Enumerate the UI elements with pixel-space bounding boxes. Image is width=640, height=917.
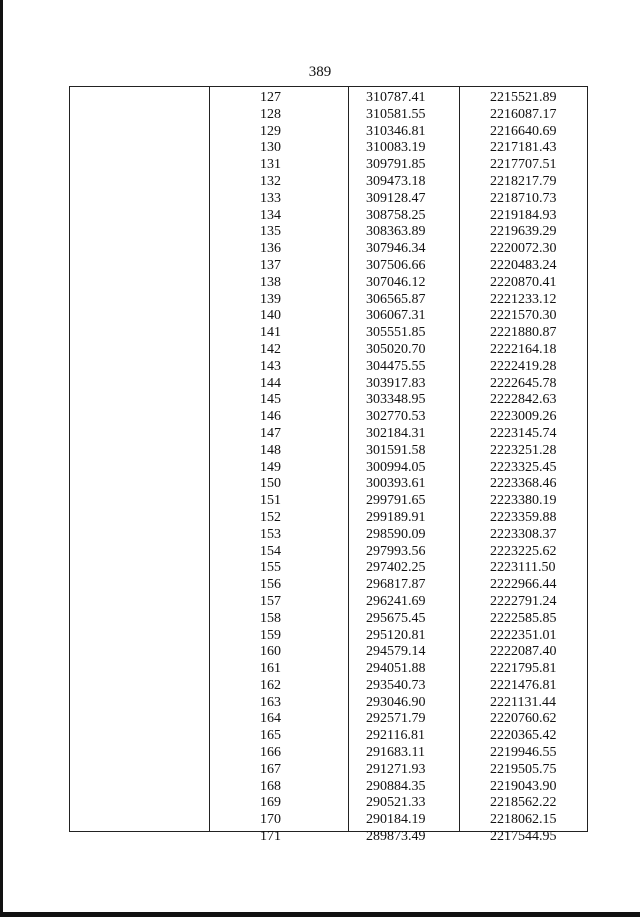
point-number-cell: 166 <box>260 745 281 761</box>
y-coordinate-cell: 2216640.69 <box>490 123 557 139</box>
point-number-cell: 156 <box>260 577 281 593</box>
x-coordinate-cell: 306067.31 <box>366 308 426 324</box>
x-coordinate-cell: 290884.35 <box>366 778 426 794</box>
table-row <box>70 140 587 157</box>
point-number-cell: 165 <box>260 728 281 744</box>
point-number-cell: 133 <box>260 190 281 206</box>
table-row <box>70 829 587 846</box>
y-coordinate-cell: 2219946.55 <box>490 745 557 761</box>
y-coordinate-cell: 2220365.42 <box>490 728 557 744</box>
table-row <box>70 191 587 208</box>
y-coordinate-cell: 2223009.26 <box>490 409 557 425</box>
y-coordinate-cell: 2223145.74 <box>490 425 557 441</box>
table-row <box>70 460 587 477</box>
point-number-cell: 129 <box>260 123 281 139</box>
y-coordinate-cell: 2221795.81 <box>490 661 557 677</box>
point-number-cell: 138 <box>260 274 281 290</box>
table-row <box>70 124 587 141</box>
y-coordinate-cell: 2223251.28 <box>490 442 557 458</box>
x-coordinate-cell: 308363.89 <box>366 224 426 240</box>
table-row <box>70 779 587 796</box>
table-row <box>70 661 587 678</box>
point-number-cell: 141 <box>260 325 281 341</box>
table-row <box>70 208 587 225</box>
y-coordinate-cell: 2220483.24 <box>490 257 557 273</box>
point-number-cell: 170 <box>260 812 281 828</box>
table-row <box>70 544 587 561</box>
x-coordinate-cell: 290521.33 <box>366 795 426 811</box>
point-number-cell: 168 <box>260 778 281 794</box>
x-coordinate-cell: 305551.85 <box>366 325 426 341</box>
y-coordinate-cell: 2223325.45 <box>490 459 557 475</box>
y-coordinate-cell: 2222842.63 <box>490 392 557 408</box>
table-row <box>70 224 587 241</box>
x-coordinate-cell: 310581.55 <box>366 106 426 122</box>
table-row <box>70 628 587 645</box>
x-coordinate-cell: 307946.34 <box>366 241 426 257</box>
x-coordinate-cell: 310346.81 <box>366 123 426 139</box>
table-row <box>70 275 587 292</box>
y-coordinate-cell: 2218217.79 <box>490 173 557 189</box>
scan-left-border <box>0 0 3 917</box>
point-number-cell: 157 <box>260 593 281 609</box>
x-coordinate-cell: 291683.11 <box>366 745 425 761</box>
point-number-cell: 146 <box>260 409 281 425</box>
y-coordinate-cell: 2220072.30 <box>490 241 557 257</box>
y-coordinate-cell: 2219043.90 <box>490 778 557 794</box>
x-coordinate-cell: 310787.41 <box>366 90 426 105</box>
page-number: 389 <box>308 64 332 80</box>
point-number-cell: 130 <box>260 140 281 156</box>
point-number-cell: 131 <box>260 157 281 173</box>
table-row <box>70 644 587 661</box>
point-number-cell: 134 <box>260 207 281 223</box>
table-row <box>70 493 587 510</box>
y-coordinate-cell: 2223308.37 <box>490 526 557 542</box>
x-coordinate-cell: 302184.31 <box>366 425 426 441</box>
point-number-cell: 162 <box>260 677 281 693</box>
y-coordinate-cell: 2220870.41 <box>490 274 557 290</box>
y-coordinate-cell: 2217181.43 <box>490 140 557 156</box>
y-coordinate-cell: 2222645.78 <box>490 375 557 391</box>
table-row <box>70 728 587 745</box>
x-coordinate-cell: 310083.19 <box>366 140 426 156</box>
x-coordinate-cell: 300393.61 <box>366 476 426 492</box>
y-coordinate-cell: 2223368.46 <box>490 476 557 492</box>
point-number-cell: 139 <box>260 291 281 307</box>
x-coordinate-cell: 291271.93 <box>366 761 426 777</box>
x-coordinate-cell: 292116.81 <box>366 728 425 744</box>
y-coordinate-cell: 2221570.30 <box>490 308 557 324</box>
table-body <box>70 90 587 846</box>
point-number-cell: 132 <box>260 173 281 189</box>
y-coordinate-cell: 2216087.17 <box>490 106 557 122</box>
table-row <box>70 510 587 527</box>
point-number-cell: 153 <box>260 526 281 542</box>
y-coordinate-cell: 2219639.29 <box>490 224 557 240</box>
coordinate-table <box>69 86 588 845</box>
point-number-cell: 151 <box>260 493 281 509</box>
y-coordinate-cell: 2222087.40 <box>490 644 557 660</box>
table-row <box>70 107 587 124</box>
point-number-cell: 164 <box>260 711 281 727</box>
point-number-cell: 143 <box>260 358 281 374</box>
point-number-cell: 147 <box>260 425 281 441</box>
x-coordinate-cell: 309791.85 <box>366 157 426 173</box>
point-number-cell: 155 <box>260 560 281 576</box>
x-coordinate-cell: 309128.47 <box>366 190 426 206</box>
x-coordinate-cell: 297993.56 <box>366 543 426 559</box>
y-coordinate-cell: 2222351.01 <box>490 627 557 643</box>
y-coordinate-cell: 2222791.24 <box>490 593 557 609</box>
y-coordinate-cell: 2222419.28 <box>490 358 557 374</box>
table-row <box>70 325 587 342</box>
table-row <box>70 426 587 443</box>
y-coordinate-cell: 2222585.85 <box>490 610 557 626</box>
x-coordinate-cell: 293046.90 <box>366 694 426 710</box>
point-number-cell: 136 <box>260 241 281 257</box>
table-row <box>70 762 587 779</box>
point-number-cell: 161 <box>260 661 281 677</box>
x-coordinate-cell: 294051.88 <box>366 661 426 677</box>
point-number-cell: 145 <box>260 392 281 408</box>
x-coordinate-cell: 301591.58 <box>366 442 426 458</box>
point-number-cell: 160 <box>260 644 281 660</box>
point-number-cell: 148 <box>260 442 281 458</box>
x-coordinate-cell: 297402.25 <box>366 560 426 576</box>
x-coordinate-cell: 294579.14 <box>366 644 426 660</box>
x-coordinate-cell: 289873.49 <box>366 829 426 845</box>
x-coordinate-cell: 299791.65 <box>366 493 426 509</box>
y-coordinate-cell: 2217707.51 <box>490 157 557 173</box>
table-row <box>70 308 587 325</box>
table-row <box>70 359 587 376</box>
point-number-cell: 149 <box>260 459 281 475</box>
table-row <box>70 292 587 309</box>
x-coordinate-cell: 303917.83 <box>366 375 426 391</box>
y-coordinate-cell: 2222164.18 <box>490 341 557 357</box>
point-number-cell: 127 <box>260 90 281 105</box>
table-row <box>70 611 587 628</box>
table-row <box>70 678 587 695</box>
point-number-cell: 128 <box>260 106 281 122</box>
point-number-cell: 167 <box>260 761 281 777</box>
point-number-cell: 171 <box>260 829 281 845</box>
table-row <box>70 560 587 577</box>
table-row <box>70 157 587 174</box>
y-coordinate-cell: 2218062.15 <box>490 812 557 828</box>
x-coordinate-cell: 305020.70 <box>366 341 426 357</box>
table-row <box>70 594 587 611</box>
y-coordinate-cell: 2219505.75 <box>490 761 557 777</box>
table-row <box>70 174 587 191</box>
y-coordinate-cell: 2217544.95 <box>490 829 557 845</box>
x-coordinate-cell: 300994.05 <box>366 459 426 475</box>
table-row <box>70 376 587 393</box>
table-row <box>70 476 587 493</box>
x-coordinate-cell: 292571.79 <box>366 711 426 727</box>
y-coordinate-cell: 2221233.12 <box>490 291 557 307</box>
y-coordinate-cell: 2221880.87 <box>490 325 557 341</box>
table-row <box>70 812 587 829</box>
y-coordinate-cell: 2221131.44 <box>490 694 556 710</box>
table-row <box>70 695 587 712</box>
point-number-cell: 144 <box>260 375 281 391</box>
table-row <box>70 745 587 762</box>
point-number-cell: 169 <box>260 795 281 811</box>
x-coordinate-cell: 293540.73 <box>366 677 426 693</box>
x-coordinate-cell: 307506.66 <box>366 257 426 273</box>
x-coordinate-cell: 309473.18 <box>366 173 426 189</box>
x-coordinate-cell: 290184.19 <box>366 812 426 828</box>
point-number-cell: 163 <box>260 694 281 710</box>
point-number-cell: 150 <box>260 476 281 492</box>
y-coordinate-cell: 2220760.62 <box>490 711 557 727</box>
point-number-cell: 152 <box>260 509 281 525</box>
point-number-cell: 137 <box>260 257 281 273</box>
point-number-cell: 135 <box>260 224 281 240</box>
x-coordinate-cell: 295120.81 <box>366 627 426 643</box>
table-row <box>70 711 587 728</box>
table-row <box>70 577 587 594</box>
table-row <box>70 241 587 258</box>
y-coordinate-cell: 2223111.50 <box>490 560 556 576</box>
point-number-cell: 158 <box>260 610 281 626</box>
table-row <box>70 443 587 460</box>
y-coordinate-cell: 2215521.89 <box>490 90 557 105</box>
x-coordinate-cell: 302770.53 <box>366 409 426 425</box>
x-coordinate-cell: 296241.69 <box>366 593 426 609</box>
x-coordinate-cell: 295675.45 <box>366 610 426 626</box>
y-coordinate-cell: 2223225.62 <box>490 543 557 559</box>
x-coordinate-cell: 296817.87 <box>366 577 426 593</box>
y-coordinate-cell: 2223359.88 <box>490 509 557 525</box>
table-row <box>70 258 587 275</box>
x-coordinate-cell: 304475.55 <box>366 358 426 374</box>
x-coordinate-cell: 308758.25 <box>366 207 426 223</box>
y-coordinate-cell: 2218710.73 <box>490 190 557 206</box>
x-coordinate-cell: 303348.95 <box>366 392 426 408</box>
x-coordinate-cell: 299189.91 <box>366 509 426 525</box>
table-row <box>70 90 587 107</box>
scan-bottom-border <box>0 912 640 917</box>
y-coordinate-cell: 2223380.19 <box>490 493 557 509</box>
x-coordinate-cell: 298590.09 <box>366 526 426 542</box>
table-row <box>70 342 587 359</box>
point-number-cell: 154 <box>260 543 281 559</box>
x-coordinate-cell: 306565.87 <box>366 291 426 307</box>
table-row <box>70 795 587 812</box>
x-coordinate-cell: 307046.12 <box>366 274 426 290</box>
point-number-cell: 140 <box>260 308 281 324</box>
y-coordinate-cell: 2221476.81 <box>490 677 557 693</box>
y-coordinate-cell: 2218562.22 <box>490 795 557 811</box>
table-row <box>70 392 587 409</box>
point-number-cell: 142 <box>260 341 281 357</box>
table-row <box>70 409 587 426</box>
y-coordinate-cell: 2219184.93 <box>490 207 557 223</box>
y-coordinate-cell: 2222966.44 <box>490 577 557 593</box>
table-row <box>70 527 587 544</box>
point-number-cell: 159 <box>260 627 281 643</box>
